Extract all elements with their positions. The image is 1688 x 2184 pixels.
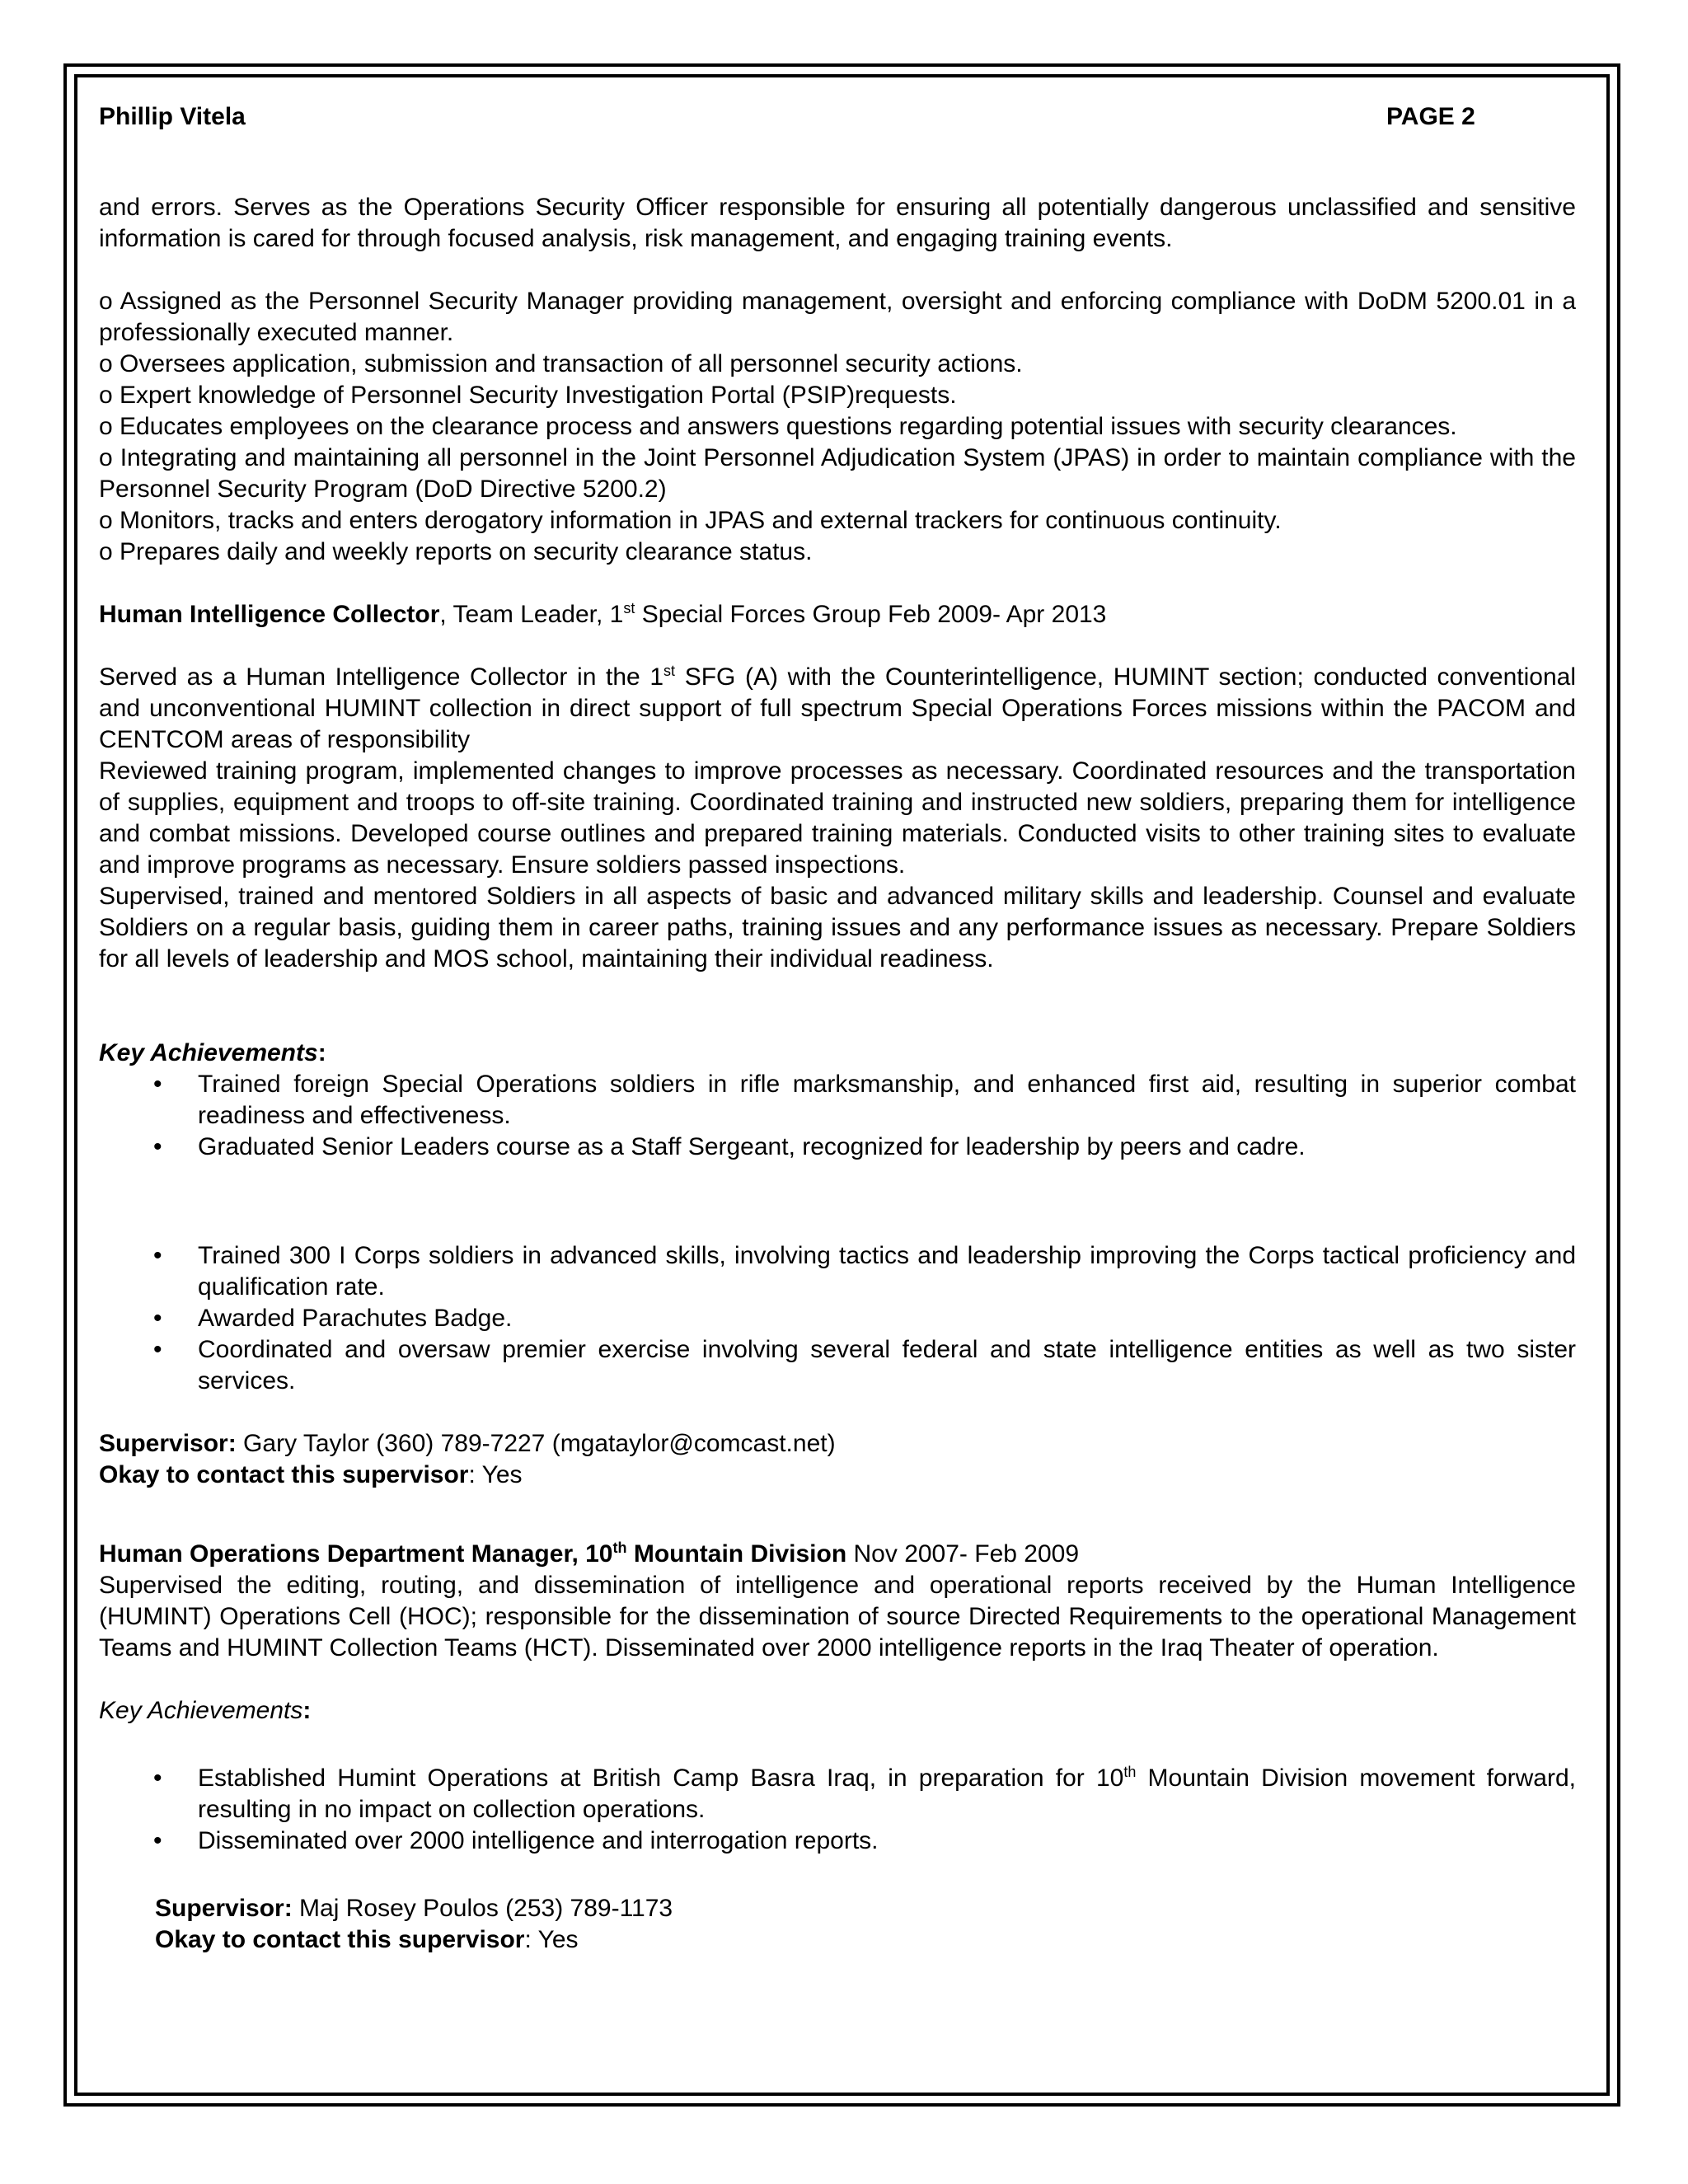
intro-paragraph: and errors. Serves as the Operations Security Officer responsible for ensuring all potentially dangerous unclassified and sensitive information is cared for through focused analysis, risk management, and engaging training events. <box>99 194 1576 252</box>
job2-heading: Human Operations Department Manager, 10th Mountain Division Nov 2007- Feb 2009 <box>99 1540 1080 1568</box>
job2-achievements-list <box>99 1763 1576 1857</box>
duty-item: o Oversees application, submission and transaction of all personnel security actions. <box>99 350 1023 377</box>
job1-achievements-list-b <box>99 1240 1576 1397</box>
achievement-item: • Coordinated and oversaw premier exercise involving several federal and state intelligence entities as well as two sister services. <box>99 1334 1576 1397</box>
duty-item: o Expert knowledge of Personnel Security Investigation Portal (PSIP)requests. <box>99 382 957 409</box>
achievement-item: • Disseminated over 2000 intelligence and interrogation reports. <box>99 1825 1576 1857</box>
security-duties-list <box>99 286 1576 568</box>
job1-supervisor: Supervisor: Gary Taylor (360) 789-7227 (mgataylor@comcast.net) <box>99 1430 836 1457</box>
job2-summary: Supervised the editing, routing, and dissemination of intelligence and operational reports received by the Human Intelligence (HUMINT) Operations Cell (HOC); responsible for the dissemination of source Directed Requirements to the operational Management Teams and HUMINT Collection Teams (HCT). Disseminated over 2000 intelligence reports in the Iraq Theater of operation. <box>99 1572 1576 1661</box>
job1-summary: Served as a Human Intelligence Collector in the 1st SFG (A) with the Counterintelligence, HUMINT section; conducted conventional and unconventional HUMINT collection in direct support of full spectrum Special Operations Forces missions within the PACOM and CENTCOM areas of responsibility <box>99 663 1576 753</box>
duty-item: o Assigned as the Personnel Security Manager providing management, oversight and enforcing compliance with DoDM 5200.01 in a professionally executed manner. <box>99 288 1576 346</box>
job1-title: Human Intelligence Collector <box>99 601 440 628</box>
job1-training-paragraph: Reviewed training program, implemented changes to improve processes as necessary. Coordinated resources and the transportation of supplies, equipment and troops to off-site training. Coordinated training and instructed new soldiers, preparing them for intelligence and combat missions. Developed course outlines and prepared training materials. Conducted visits to other training sites to evaluate and improve programs as necessary. Ensure soldiers passed inspections. <box>99 757 1576 879</box>
job2-supervisor: Supervisor: Maj Rosey Poulos (253) 789-1173 <box>155 1895 673 1922</box>
achievement-item: • Trained foreign Special Operations soldiers in rifle marksmanship, and enhanced first aid, resulting in superior combat readiness and effectiveness. <box>99 1069 1576 1132</box>
job1-achievements-list-a <box>99 1069 1576 1163</box>
duty-item: o Educates employees on the clearance process and answers questions regarding potential issues with security clearances. <box>99 413 1457 440</box>
job1-mentoring-paragraph: Supervised, trained and mentored Soldiers in all aspects of basic and advanced military skills and leadership. Counsel and evaluate Soldiers on a regular basis, guiding them in career paths, training issues and any performance issues as necessary. Prepare Soldiers for all levels of leadership and MOS school, maintaining their individual readiness. <box>99 883 1576 972</box>
resume-page <box>99 95 1576 1956</box>
duty-item: o Monitors, tracks and enters derogatory information in JPAS and external trackers for continuous continuity. <box>99 507 1282 534</box>
page-number: PAGE 2 <box>1386 103 1475 130</box>
job2-key-achievements-heading: Key Achievements: <box>99 1697 312 1724</box>
job1-key-achievements-heading: Key Achievements: <box>99 1039 326 1066</box>
candidate-name: Phillip Vitela <box>99 103 246 130</box>
duty-item: o Prepares daily and weekly reports on security clearance status. <box>99 538 813 565</box>
achievement-item: • Awarded Parachutes Badge. <box>99 1303 1576 1334</box>
duty-item: o Integrating and maintaining all personnel in the Joint Personnel Adjudication System (JPAS) in order to maintain compliance with the Personnel Security Program (DoD Directive 5200.2) <box>99 444 1576 503</box>
job2-okay-to-contact: Okay to contact this supervisor: Yes <box>155 1926 579 1953</box>
achievement-item: • Graduated Senior Leaders course as a Staff Sergeant, recognized for leadership by peers and cadre. <box>99 1132 1576 1163</box>
page-header <box>99 95 1576 138</box>
job1-okay-to-contact: Okay to contact this supervisor: Yes <box>99 1461 523 1488</box>
achievement-item: • Trained 300 I Corps soldiers in advanced skills, involving tactics and leadership improving the Corps tactical proficiency and qualification rate. <box>99 1240 1576 1303</box>
achievement-item: • Established Humint Operations at British Camp Basra Iraq, in preparation for 10th Mountain Division movement forward, resulting in no impact on collection operations. <box>99 1763 1576 1825</box>
job1-heading: Human Intelligence Collector, Team Leader, 1st Special Forces Group Feb 2009- Apr 2013 <box>99 600 1107 628</box>
